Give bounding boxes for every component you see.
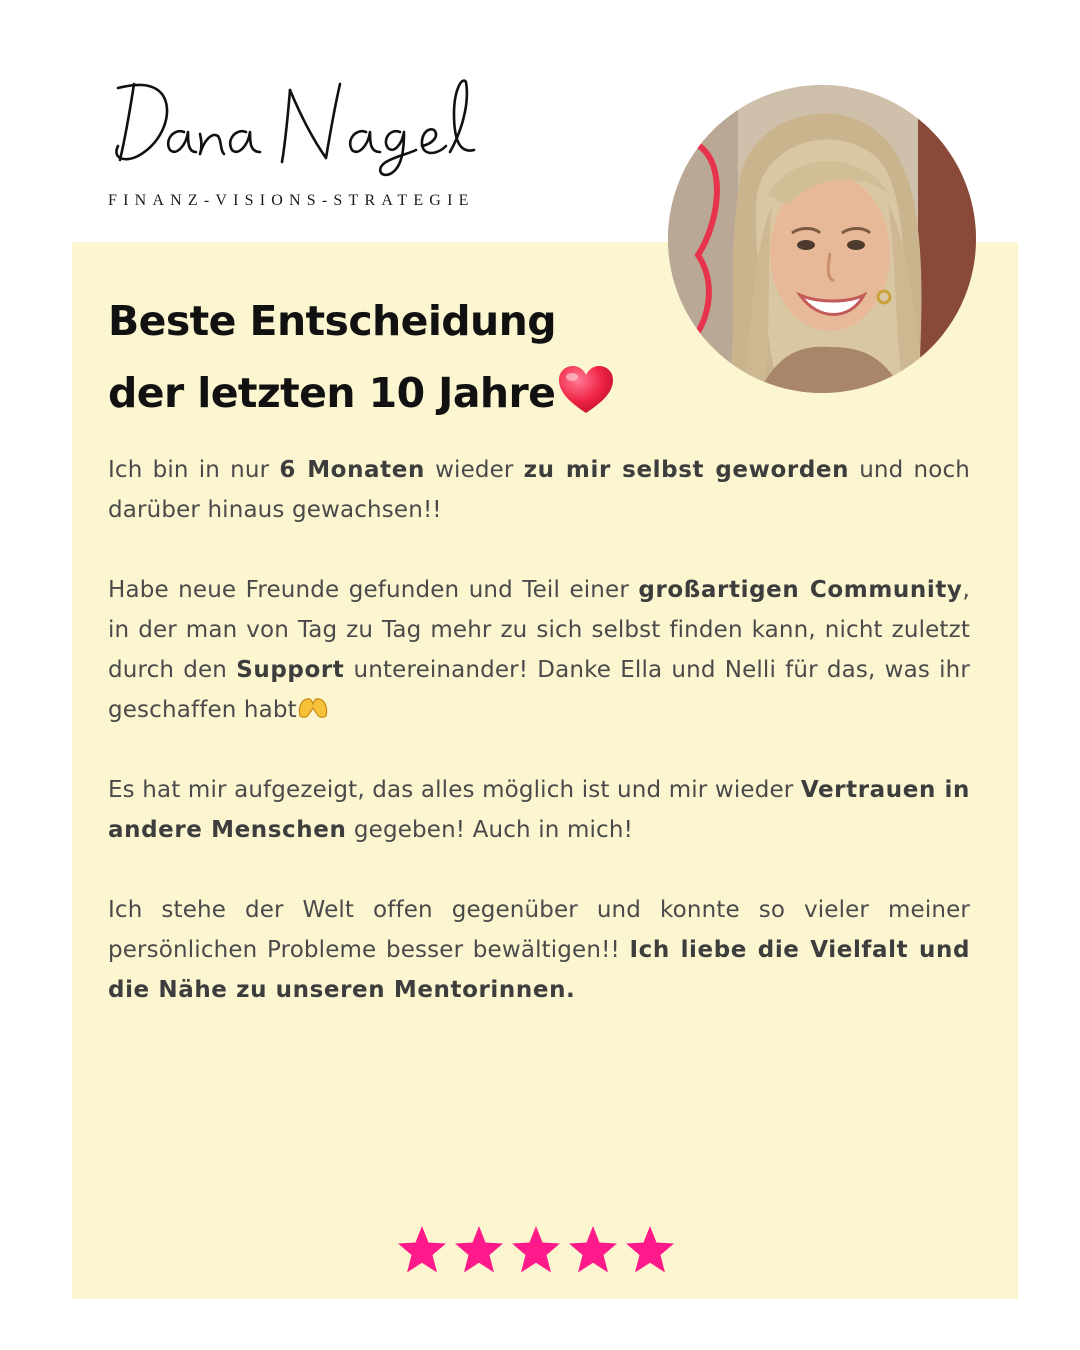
headline-line-1: Beste Entscheidung — [108, 297, 556, 345]
paragraph-1 — [108, 450, 970, 530]
p2-text-2: , in der man von Tag zu Tag mehr zu sich selbst finden kann, nicht zuletzt durch den — [108, 577, 970, 683]
p3-text-1: Es hat mir aufgezeigt, das alles möglich ist und mir wieder — [108, 777, 801, 803]
p2-bold-1: großartigen Community — [638, 577, 963, 603]
p2-text-1: Habe neue Freunde gefunden und Teil einer — [108, 577, 639, 603]
testimonial-headline — [108, 285, 668, 429]
paragraph-3 — [108, 770, 970, 850]
paragraph-4 — [108, 890, 970, 1010]
headline-line-2: der letzten 10 Jahre — [108, 369, 556, 417]
star-icon — [396, 1224, 448, 1276]
star-icon — [567, 1224, 619, 1276]
headline-line-2-wrap — [108, 357, 668, 429]
testimonial-body — [108, 450, 970, 1050]
brand-signature-logo — [104, 70, 494, 180]
woman-portrait-icon — [668, 85, 976, 393]
star-icon — [510, 1224, 562, 1276]
p3-bold-1: Vertrauen in andere Menschen — [108, 777, 970, 843]
p1-bold-1: 6 Monaten — [279, 457, 425, 483]
p4-bold-1: Ich liebe die Vielfalt und die Nähe zu unseren Mentorinnen. — [108, 937, 971, 1003]
brand-tagline: FINANZ-VISIONS-STRATEGIE — [108, 192, 475, 209]
p1-text-1: Ich bin in nur — [108, 457, 280, 483]
heart-icon — [557, 365, 615, 415]
paragraph-2 — [108, 570, 970, 730]
profile-photo — [668, 85, 976, 393]
p3-text-2: gegeben! Auch in mich! — [346, 817, 633, 843]
star-icon — [624, 1224, 676, 1276]
heart-hands-icon — [297, 696, 329, 720]
p1-bold-2: zu mir selbst geworden — [523, 457, 850, 483]
p1-text-3: und noch darüber hinaus gewachsen!! — [108, 457, 970, 523]
p2-text-3: untereinander! Danke Ella und Nelli für das, was ihr geschaffen habt — [108, 657, 970, 723]
star-icon — [453, 1224, 505, 1276]
p2-bold-2: Support — [236, 657, 345, 683]
star-rating — [396, 1224, 676, 1276]
p1-text-2: wieder — [424, 457, 524, 483]
p4-text-1: Ich stehe der Welt offen gegenüber und konnte so vieler meiner persönlichen Probleme besser bewältigen!! — [108, 897, 970, 963]
signature-icon — [104, 70, 494, 180]
